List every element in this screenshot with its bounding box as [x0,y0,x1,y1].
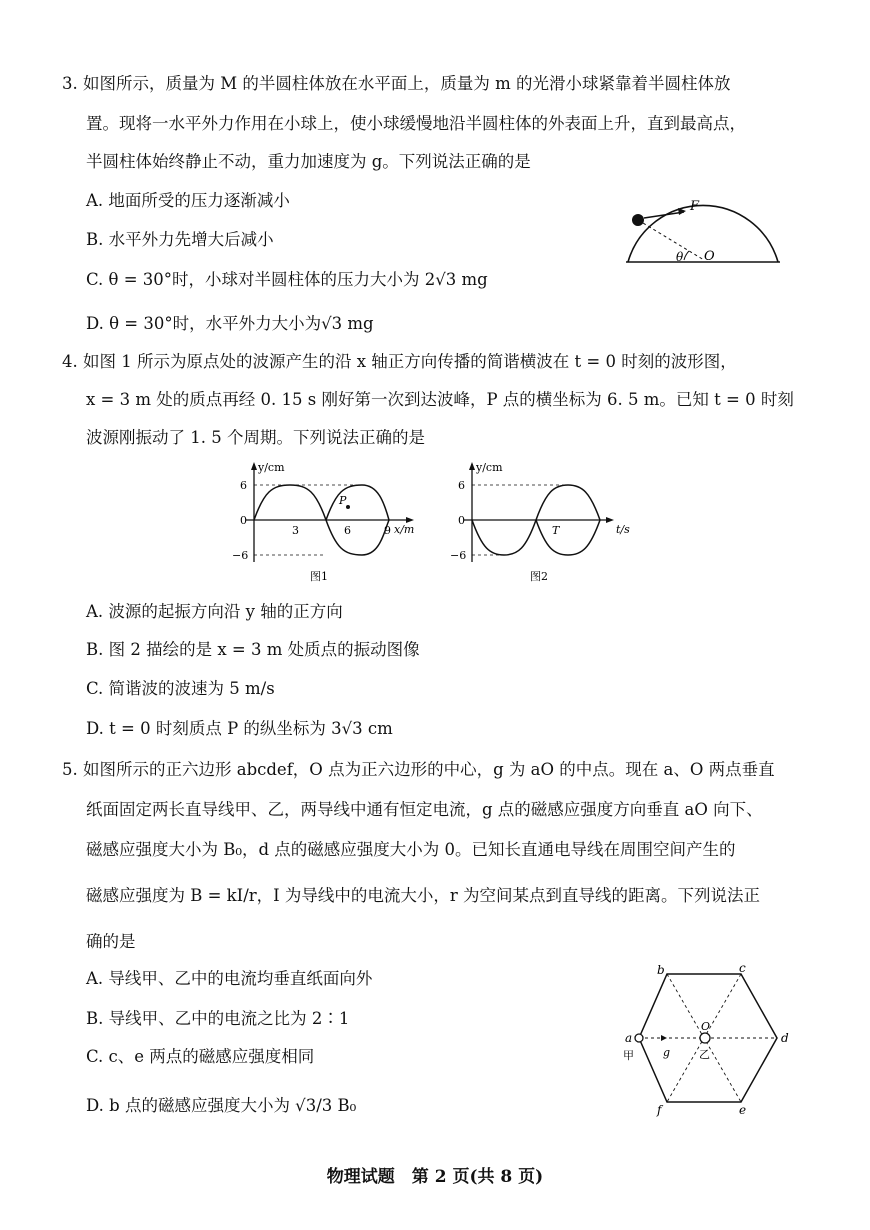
vertex-e: e [739,1103,747,1117]
q3-option-d: D. θ = 30°时，水平外力大小为√3 mg [86,314,374,333]
q5-option-a: A. 导线甲、乙中的电流均垂直纸面向外 [86,969,373,988]
fig2-ytick-6: 6 [458,479,465,492]
fig2-ytick-0: 0 [458,514,465,527]
vertex-d: d [781,1031,789,1045]
center-label: O [704,249,715,264]
q3-option-b: B. 水平外力先增大后减小 [86,230,274,249]
q5-line-4: 磁感应强度为 B = kI/r，I 为导线中的电流大小，r 为空间某点到直导线的距离。下列说法正 [86,886,761,905]
fig2-caption: 图2 [530,570,548,583]
vertex-b: b [657,963,665,977]
q3-line-2: 置。现将一水平外力作用在小球上，使小球缓慢地沿半圆柱体的外表面上升，直到最高点， [86,114,746,133]
fig1-point-p [346,505,350,509]
q4-line-3: 波源刚振动了 1. 5 个周期。下列说法正确的是 [86,428,425,447]
fig2-ylabel: y/cm [476,461,503,474]
q5-option-c: C. c、e 两点的磁感应强度相同 [86,1047,315,1066]
fig1-point-label: P [339,494,347,507]
force-arrow [644,212,684,218]
angle-label: θ [676,250,684,264]
fig2-ytick-neg6: −6 [450,549,467,562]
fig1-xlabel: x/m [394,523,415,536]
q4-line-2: x = 3 m 处的质点再经 0. 15 s 刚好第一次到达波峰，P 点的横坐标为 6. 5 m。已知 t = 0 时刻 [86,390,794,409]
fig1-xtick-6: 6 [344,524,351,537]
q5-line-1: 5. 如图所示的正六边形 abcdef，O 点为正六边形的中心，g 为 aO 的中点。现在 a、O 两点垂直 [62,760,775,779]
fig1-xtick-3: 3 [292,524,299,537]
fig2-xtick-t: T [552,524,560,537]
wire-yi-o [700,1033,710,1043]
small-ball [632,214,644,226]
q5-line-2: 纸面固定两长直导线甲、乙，两导线中通有恒定电流，g 点的磁感应强度方向垂直 aO 向下、 [86,800,763,819]
q3-line-1: 3. 如图所示，质量为 M 的半圆柱体放在水平面上，质量为 m 的光滑小球紧靠着半圆柱体放 [62,74,731,93]
center-o-label: O [701,1020,711,1033]
vertex-a: a [625,1031,633,1045]
fig1-ylabel: y/cm [258,461,285,474]
q4-option-a: A. 波源的起振方向沿 y 轴的正方向 [86,602,343,621]
wire-yi-label: 乙 [699,1048,710,1061]
fig2-xlabel: t/s [616,523,630,536]
mid-g-label: g [663,1046,671,1059]
q3-line-3: 半圆柱体始终静止不动，重力加速度为 g。下列说法正确的是 [86,152,531,171]
wire-jia-a [635,1034,643,1042]
q4-option-d: D. t = 0 时刻质点 P 的纵坐标为 3√3 cm [86,719,393,738]
fig1-ytick-0: 0 [240,514,247,527]
q5-line-5: 确的是 [86,932,136,951]
q4-figure-1 [232,462,427,587]
q3-option-c: C. θ = 30°时，小球对半圆柱体的压力大小为 2√3 mg [86,270,488,289]
q3-option-a: A. 地面所受的压力逐渐减小 [86,191,290,210]
half-cylinder-arc [628,205,778,262]
force-label: F [690,199,700,214]
q5-option-b: B. 导线甲、乙中的电流之比为 2∶1 [86,1009,350,1028]
q5-hexagon-figure [615,962,795,1122]
wire-jia-label: 甲 [623,1049,634,1062]
vertex-f: f [657,1103,662,1117]
q5-line-3: 磁感应强度大小为 B₀，d 点的磁感应强度大小为 0。已知长直通电导线在周围空间产生的 [86,840,736,859]
q5-option-d: D. b 点的磁感应强度大小为 √3/3 B₀ [86,1096,357,1115]
fig1-caption: 图1 [310,570,328,583]
page-footer: 物理试题 第 2 页(共 8 页) [326,1167,544,1187]
fig1-xtick-9: 9 [384,524,391,537]
q4-line-1: 4. 如图 1 所示为原点处的波源产生的沿 x 轴正方向传播的简谐横波在 t = 0 时刻的波形图， [62,352,737,371]
radius-dashed [638,220,704,260]
q4-figure-2 [450,462,640,587]
fig1-ytick-6: 6 [240,479,247,492]
q3-half-cylinder-figure [620,180,780,270]
vertex-c: c [739,961,746,975]
q4-option-b: B. 图 2 描绘的是 x = 3 m 处质点的振动图像 [86,640,420,659]
q4-option-c: C. 简谐波的波速为 5 m/s [86,679,275,698]
fig1-ytick-neg6: −6 [232,549,249,562]
